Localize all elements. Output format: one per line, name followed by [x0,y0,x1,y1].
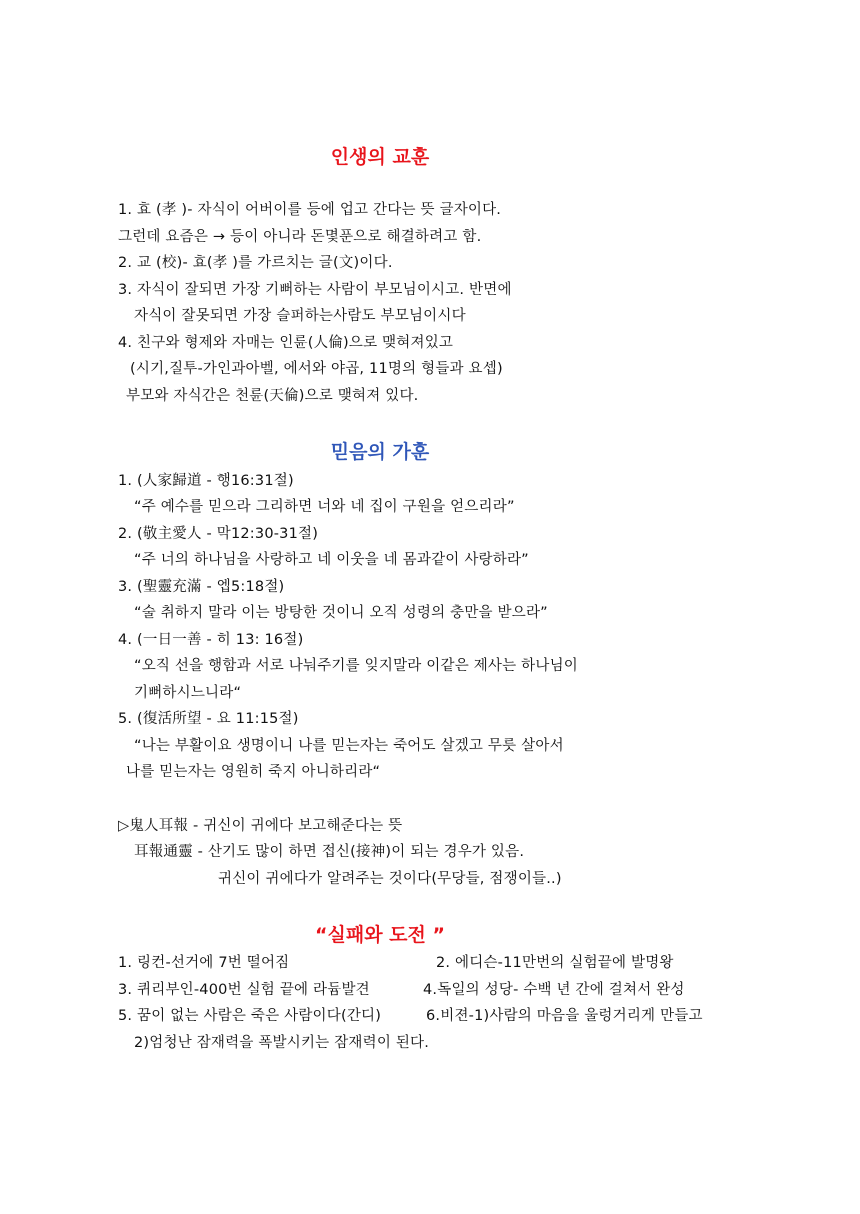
text-line: 자식이 잘못되면 가장 슬퍼하는사람도 부모님이시다 [134,308,466,324]
text-line: 귀신이 귀에다가 알려주는 것이다(무당들, 점쟁이들..) [218,871,562,887]
text-line: 부모와 자식간은 천륜(天倫)으로 맺혀져 있다. [126,388,419,404]
text-line: “주 너의 하나님을 사랑하고 네 이웃을 네 몸과같이 사랑하라” [134,552,529,568]
text-line: 2. 교 (校)- 효(孝 )를 가르치는 글(文)이다. [118,255,393,271]
text-line: 5. (復活所望 - 요 11:15절) [118,711,299,727]
text-line: “주 예수를 믿으라 그리하면 너와 네 집이 구원을 얻으리라” [134,499,515,515]
text-line: 그런데 요즘은 → 등이 아니라 돈몇푼으로 해결하려고 함. [118,229,482,245]
text-line: ▷鬼人耳報 - 귀신이 귀에다 보고해준다는 뜻 [118,818,403,834]
text-line: 6.비젼-1)사람의 마음을 울렁거리게 만들고 [426,1008,703,1024]
text-line: 2. 에디슨-11만번의 실험끝에 발명왕 [436,955,674,971]
text-line: “오직 선을 행함과 서로 나눠주기를 잊지말라 이같은 제사는 하나님이 [134,658,578,674]
text-line: 4.독일의 성당- 수백 년 간에 걸쳐서 완성 [423,982,685,998]
text-line: 나를 믿는자는 영원히 죽지 아니하리라“ [126,764,381,780]
text-line: 3. (聖靈充滿 - 엡5:18절) [118,579,285,595]
section-title-lessons-of-life: 인생의 교훈 [330,146,430,168]
text-line: 5. 꿈이 없는 사람은 죽은 사람이다(간디) [118,1008,382,1024]
text-line: “술 취하지 말라 이는 방탕한 것이니 오직 성령의 충만을 받으라” [134,605,548,621]
text-line: 2. (敬主愛人 - 막12:30-31절) [118,526,319,542]
text-line: 4. (一日一善 - 히 13: 16절) [118,632,304,648]
section-title-failure-and-challenge: “실패와 도전 ” [315,924,445,946]
section-title-family-motto-of-faith: 믿음의 가훈 [330,441,430,463]
text-line: 3. 자식이 잘되면 가장 기뻐하는 사람이 부모님이시고. 반면에 [118,282,512,298]
text-line: (시기,질투-가인과아벨, 에서와 야곱, 11명의 형들과 요셉) [130,361,503,377]
text-line: 1. 효 (孝 )- 자식이 어버이를 등에 업고 간다는 뜻 글자이다. [118,202,502,218]
text-line: 3. 퀴리부인-400번 실험 끝에 라듐발견 [118,982,370,998]
text-line: 기뻐하시느니라“ [134,685,242,701]
text-line: 1. (人家歸道 - 행16:31절) [118,473,294,489]
text-line: 耳報通靈 - 산기도 많이 하면 접신(接神)이 되는 경우가 있음. [134,844,525,860]
text-line: 2)엄청난 잠재력을 폭발시키는 잠재력이 된다. [134,1035,430,1051]
text-line: “나는 부활이요 생명이니 나를 믿는자는 죽어도 살겠고 무릇 살아서 [134,738,564,754]
text-line: 1. 링컨-선거에 7번 떨어짐 [118,955,290,971]
text-line: 4. 친구와 형제와 자매는 인륜(人倫)으로 맺혀져있고 [118,335,454,351]
